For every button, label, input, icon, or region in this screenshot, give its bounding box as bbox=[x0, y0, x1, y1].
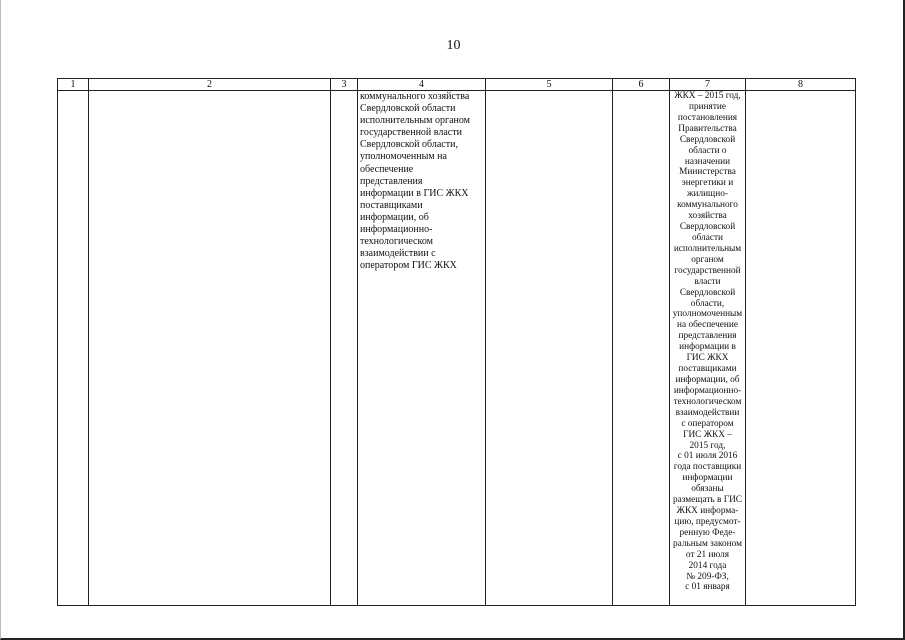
column-header-1: 1 bbox=[58, 79, 89, 91]
col4-line: государственной власти bbox=[360, 127, 462, 139]
col7-line: хозяйства bbox=[688, 211, 727, 222]
col4-line: Свердловской области bbox=[360, 103, 456, 115]
col7-line: ЖКХ информа- bbox=[676, 506, 739, 517]
col7-line: принятие bbox=[688, 101, 726, 112]
col7-line: цию, предусмот- bbox=[674, 516, 741, 527]
col7-line: информационно- bbox=[673, 385, 742, 396]
cell-col-4 bbox=[358, 91, 486, 606]
col4-line: информации, об bbox=[360, 211, 429, 223]
col7-line: исполнительным bbox=[673, 243, 742, 254]
col4-line: Свердловской области, bbox=[360, 139, 458, 151]
col4-line: коммунального хозяйства bbox=[360, 91, 470, 102]
cell-col-2 bbox=[89, 91, 331, 606]
col7-line: области о bbox=[688, 145, 727, 156]
col4-line: взаимодействии с bbox=[360, 248, 436, 260]
cell-col-8 bbox=[746, 91, 856, 606]
column-header-4: 4 bbox=[358, 79, 486, 91]
col7-line: взаимодействии bbox=[675, 407, 740, 418]
col7-line: 2015 год, bbox=[689, 440, 726, 451]
col7-line: ренную Феде- bbox=[679, 527, 736, 538]
col7-line: ГИС ЖКХ – bbox=[683, 429, 732, 440]
col7-line: обязаны bbox=[691, 484, 724, 495]
col7-line: с 01 июля 2016 bbox=[677, 451, 738, 462]
col4-line: уполномоченным на bbox=[360, 151, 447, 163]
cell-col-7 bbox=[670, 91, 746, 606]
column-header-5: 5 bbox=[486, 79, 613, 91]
col7-line: уполномоченным bbox=[672, 309, 743, 320]
column-header-2: 2 bbox=[89, 79, 331, 91]
page-number: 10 bbox=[446, 38, 461, 53]
column-header-7: 7 bbox=[670, 79, 746, 91]
col7-line: года поставщики bbox=[673, 462, 742, 473]
col7-line: на обеспечение bbox=[677, 320, 738, 331]
table-row bbox=[58, 91, 856, 606]
col7-line: Министерства bbox=[679, 167, 736, 178]
document-table bbox=[57, 78, 856, 606]
col7-line: области bbox=[691, 232, 724, 243]
col7-line: информации, об bbox=[675, 374, 740, 385]
col7-line: ральным законом bbox=[673, 538, 742, 549]
col4-line: обеспечение bbox=[360, 163, 414, 175]
cell-col-6 bbox=[613, 91, 670, 606]
col7-line: Свердловской bbox=[679, 287, 736, 298]
col7-line: жилищно- bbox=[687, 189, 728, 200]
col7-line: государственной bbox=[674, 265, 741, 276]
col7-line: 2014 года bbox=[688, 560, 727, 571]
col4-line: информации в ГИС ЖКХ bbox=[360, 187, 469, 199]
col4-line: технологическом bbox=[360, 236, 433, 248]
col7-line: ГИС ЖКХ bbox=[686, 353, 729, 364]
col7-line: информации bbox=[682, 473, 733, 484]
column-number-row bbox=[58, 79, 856, 91]
col7-line: с оператором bbox=[681, 418, 734, 429]
col7-line: Свердловской bbox=[679, 222, 736, 233]
col7-line: назначении bbox=[684, 156, 731, 167]
col7-line: коммунального bbox=[677, 200, 738, 211]
col7-line: органом bbox=[691, 254, 724, 265]
col7-line: № 209-ФЗ, bbox=[686, 571, 729, 582]
cell-col-3 bbox=[331, 91, 358, 606]
col7-line: ЖКХ – 2015 год, bbox=[674, 91, 741, 101]
col7-line: Свердловской bbox=[679, 134, 736, 145]
column-header-3: 3 bbox=[331, 79, 358, 91]
col4-line: поставщиками bbox=[360, 199, 423, 211]
col7-line: области, bbox=[690, 298, 725, 309]
column-header-8: 8 bbox=[746, 79, 856, 91]
col4-line: оператором ГИС ЖКХ bbox=[360, 260, 457, 272]
col7-line: энергетики и bbox=[681, 178, 734, 189]
col7-line: от 21 июля bbox=[685, 549, 730, 560]
col7-line: размещать в ГИС bbox=[672, 495, 742, 506]
col7-line: поставщиками bbox=[678, 364, 737, 375]
col7-line: представления bbox=[678, 331, 737, 342]
col4-line: представления bbox=[360, 175, 423, 187]
col7-line: информации в bbox=[679, 342, 736, 353]
col4-line: исполнительным органом bbox=[360, 115, 470, 127]
col7-line: постановления bbox=[677, 112, 738, 123]
col7-line: с 01 января bbox=[685, 582, 730, 593]
col4-line: информационно- bbox=[360, 224, 433, 236]
col7-line: Правительства bbox=[678, 123, 737, 134]
cell-col-1 bbox=[58, 91, 89, 606]
cell-col-5 bbox=[486, 91, 613, 606]
col7-line: власти bbox=[694, 276, 721, 287]
col7-line: технологическом bbox=[673, 396, 742, 407]
column-header-6: 6 bbox=[613, 79, 670, 91]
